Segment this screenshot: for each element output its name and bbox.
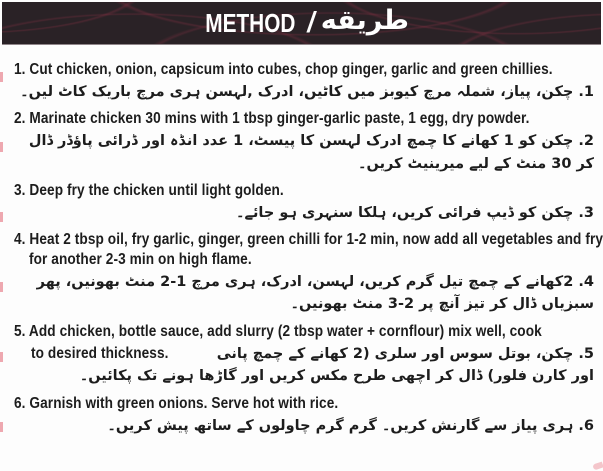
step-2-urdu: 2. چکن کو 1 کھانے کا چمچ ادرک لہسن کا پیسٹ، 1 عدد انڈہ اور ڈرائی پاؤڈر ڈال کر 30 منٹ کے لیے میرینیٹ کریں۔ <box>28 133 594 172</box>
page-corner-decoration <box>592 462 603 471</box>
header-title-urdu: طريقه <box>320 4 409 36</box>
step-2 <box>14 109 594 175</box>
step-1-english: 1. Cut chicken, onion, capsicum into cubes, chop ginger, garlic and green chillies. <box>14 61 553 78</box>
step-5-english-continued: to desired thickness. <box>31 344 169 362</box>
step-6-urdu: 6. ہری پیاز سے گارنش کریں۔ گرم گرم چاولوں کے ساتھ پیش کریں۔ <box>107 417 594 434</box>
step-5 <box>14 322 594 388</box>
step-4-english: 4. Heat 2 tbsp oil, fry garlic, ginger, green chilli for 1-2 min, now add all vegetables and fry for another 2-3 min on high flame. <box>14 231 603 269</box>
step-4-urdu: 4. 2کھانے کے چمچ تیل گرم کریں، لہسن، ادرک، ہری مرچ 1-2 منٹ بھونیں، پھر سبزیاں ڈال کر تیز آنچ پر 2-3 منٹ بھونیں۔ <box>36 274 594 313</box>
step-3 <box>14 181 594 224</box>
method-header-band <box>2 2 601 45</box>
method-steps-list <box>14 45 603 471</box>
step-3-english: 3. Deep fry the chicken until light golden. <box>14 182 284 200</box>
step-6 <box>14 394 594 437</box>
step-1-urdu: 1. چکن، پیاز، شملہ مرچ کیوبز میں کاٹیں، ادرک ,لہسن ہری مرچ باریک کاٹ لیں۔ <box>20 83 594 100</box>
page-edge-decoration <box>0 46 3 471</box>
step-1 <box>14 60 594 103</box>
step-5-english: 5. Add chicken, bottle sauce, add slurry (2 tbsp water + cornflour) mix well, cook <box>14 322 542 340</box>
step-5-mixed-line <box>14 343 594 388</box>
step-4 <box>14 230 603 316</box>
step-6-english: 6. Garnish with green onions. Serve hot with rice. <box>14 394 339 412</box>
step-3-urdu: 3. چکن کو ڈیپ فرائی کریں، ہلکا سنہری ہو جائے۔ <box>236 204 594 221</box>
header-title-english: METHOD <box>205 7 296 38</box>
step-5-urdu: 5. چکن، بوتل سوس اور سلری (2 کھانے کے چمچ پانی اور کارن فلور) ڈال کر اچھی طرح مکس کریں اور گاڑھا ہونے تک پکائیں۔ <box>79 345 594 385</box>
header-separator-slash: / <box>307 6 315 39</box>
step-2-english: 2. Marinate chicken 30 mins with 1 tbsp ginger-garlic paste, 1 egg, dry powder. <box>14 110 530 128</box>
